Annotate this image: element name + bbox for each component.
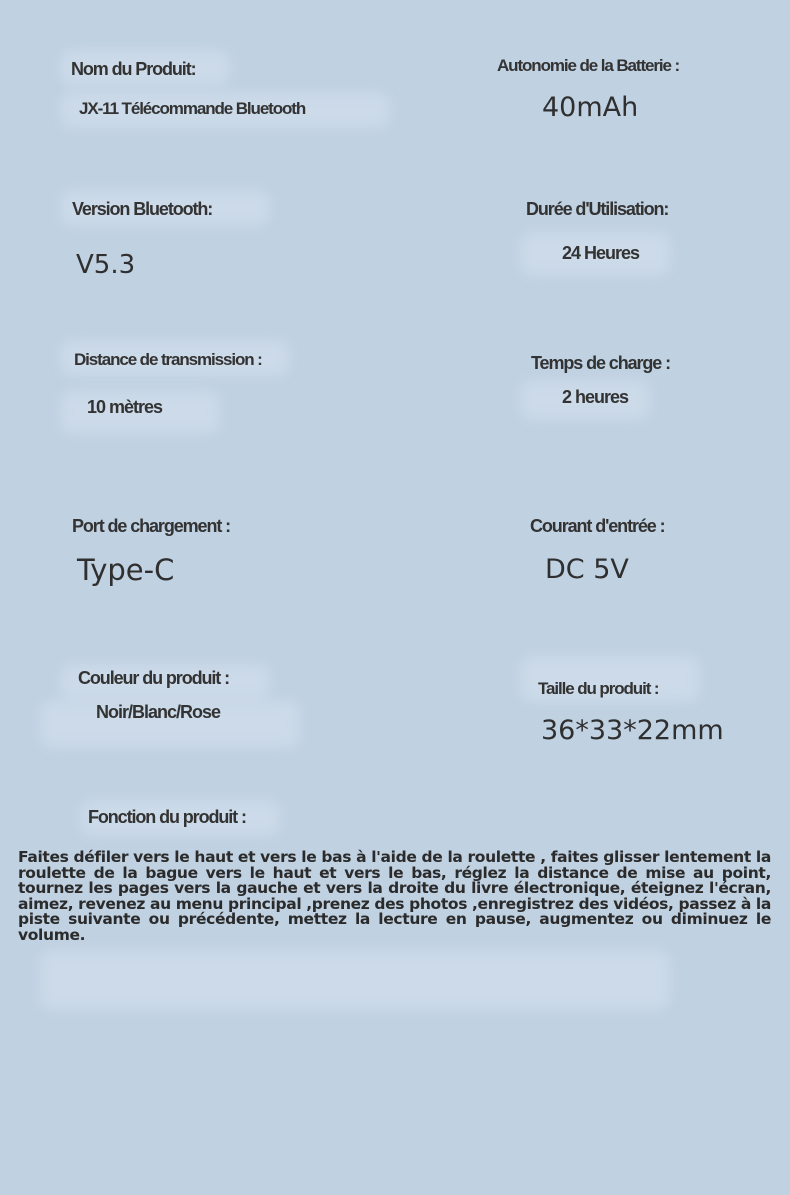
spec-value-transmission-distance: 10 mètres [87,397,163,417]
spec-value-usage-duration: 24 Heures [562,243,640,263]
spec-value-bluetooth-version: V5.3 [76,250,136,280]
spec-label-bluetooth-version: Version Bluetooth: [72,199,213,219]
function-label: Fonction du produit : [88,807,246,827]
spec-label-transmission-distance: Distance de transmission : [74,350,262,369]
spec-value-battery-capacity: 40mAh [542,92,639,123]
spec-value-product-color: Noir/Blanc/Rose [96,702,221,722]
spec-value-charge-time: 2 heures [562,387,629,407]
spec-label-charging-port: Port de chargement : [72,516,231,536]
spec-value-product-name: JX-11 Télécommande Bluetooth [79,99,306,118]
spec-value-charging-port: Type-C [77,553,175,587]
spec-value-input-current: DC 5V [545,554,629,585]
spec-label-product-size: Taille du produit : [538,679,659,698]
spec-value-product-size: 36*33*22mm [541,715,724,746]
spec-label-product-color: Couleur du produit : [78,668,229,688]
spec-label-input-current: Courant d'entrée : [530,516,665,536]
bg-glow [40,950,670,1010]
spec-label-battery-capacity: Autonomie de la Batterie : [497,56,680,75]
spec-label-product-name: Nom du Produit: [71,59,196,79]
spec-label-usage-duration: Durée d'Utilisation: [526,199,669,219]
spec-label-charge-time: Temps de charge : [531,353,671,373]
function-description: Faites défiler vers le haut et vers le bas à l'aide de la roulette , faites glisser lentement la roulette de la bague vers le haut et vers le bas, réglez la distance de mise au point, tournez les pages vers la gauche et vers la droite du livre électronique, éteignez l'écran, aimez, revenez au menu principal ,prenez des photos ,enregistrez des vidéos, passez à la piste suivante ou précédente, mettez la lecture en pause, augmentez ou diminuez le volume. [18,848,771,944]
